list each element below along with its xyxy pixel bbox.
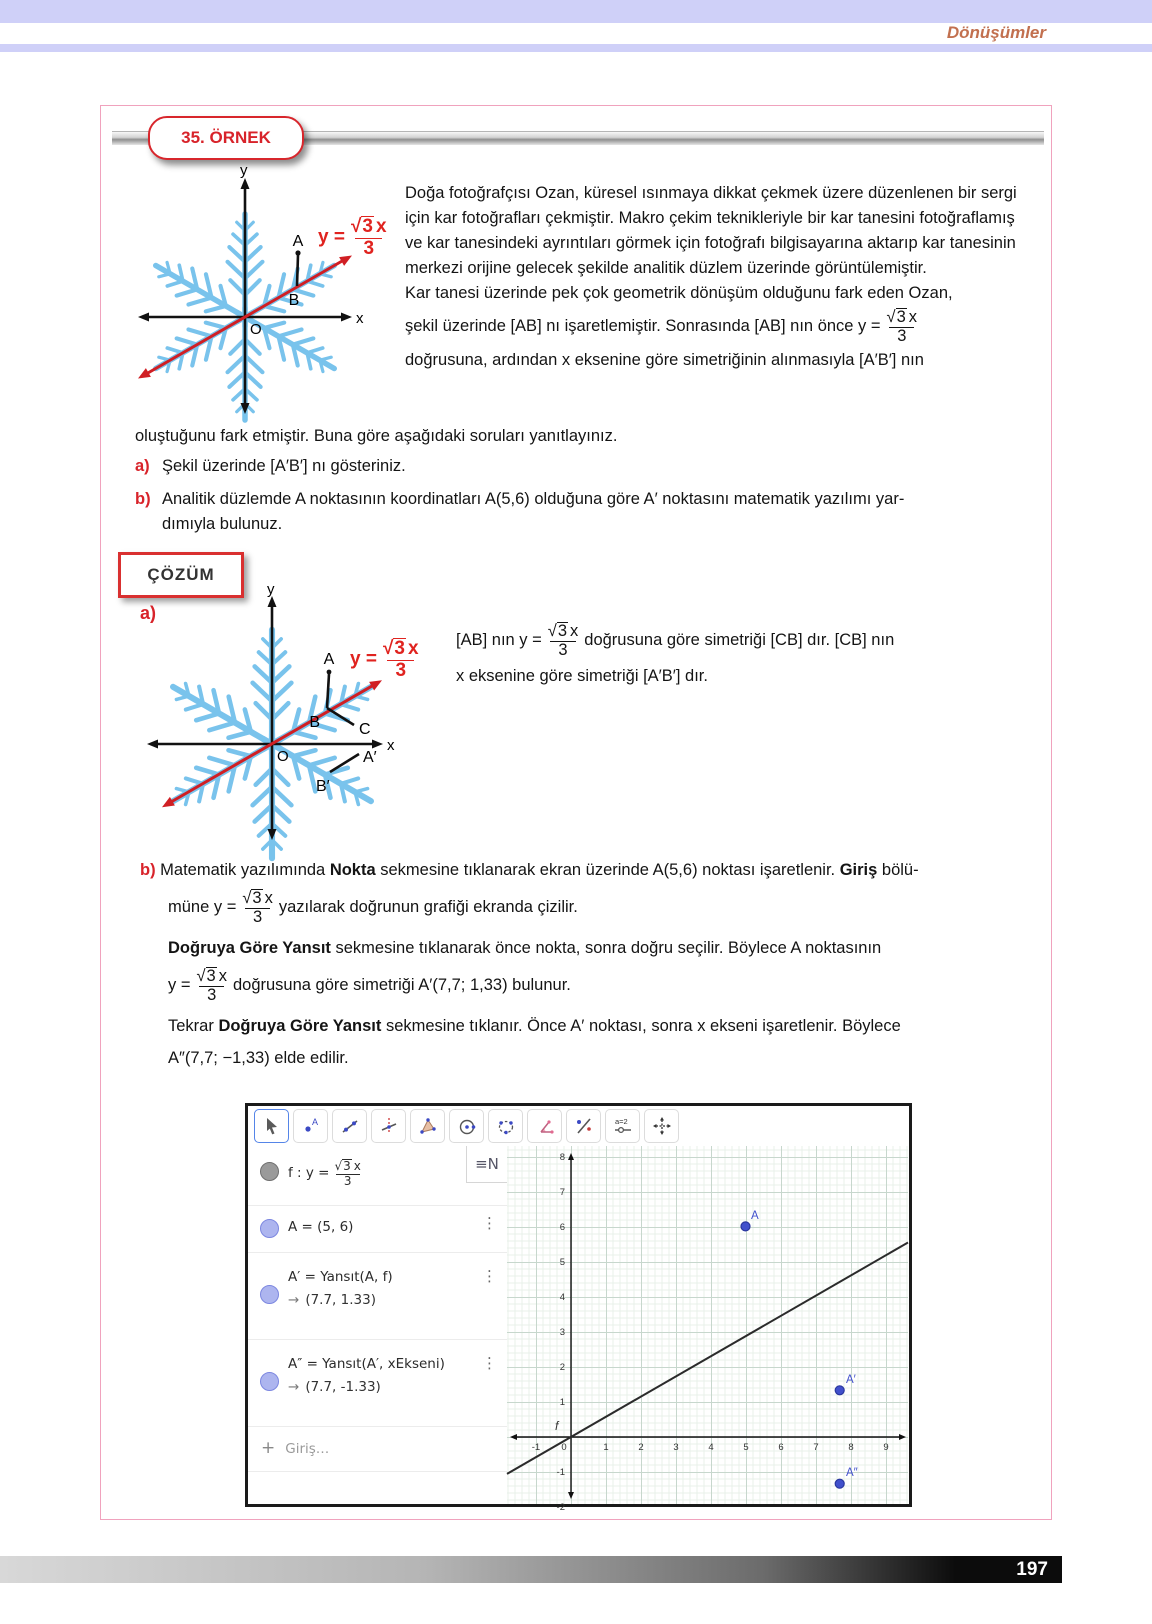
- problem-figure: [128, 162, 408, 427]
- solution-figure: [133, 582, 473, 852]
- label-A-prime: A′: [363, 749, 377, 766]
- point-A-prime-label: A′: [846, 1374, 856, 1386]
- polygon-icon: [418, 1116, 438, 1136]
- solution-b-line1: b) Matematik yazılımında Nokta sekmesine tıklanarak ekran üzerinde A(5,6) noktası işaretlenir. Giriş bölü-: [140, 861, 919, 879]
- function-definition: f : y = √ 3 x 3: [288, 1159, 361, 1188]
- chapter-title: Dönüşümler: [946, 23, 1046, 42]
- solution-b-text: [140, 858, 1045, 1071]
- paragraph-3: şekil üzerinde [AB] nı işaretlemiştir. Sonrasında [AB] nın önce y = √ 3 x 3: [405, 308, 918, 346]
- perpendicular-line-icon: [379, 1116, 399, 1136]
- label-O: O: [277, 748, 289, 765]
- header-band-top: [0, 0, 1152, 23]
- page-number: 197: [1016, 1559, 1048, 1580]
- move-graphics-view-icon: [652, 1116, 672, 1136]
- tool-point-button[interactable]: [293, 1109, 328, 1143]
- y-tick: 4: [559, 1292, 565, 1303]
- move-cursor-icon: [262, 1116, 282, 1136]
- visibility-toggle[interactable]: [260, 1372, 279, 1391]
- question-block: [135, 424, 1040, 537]
- paragraph-5: oluştuğunu fark etmiştir. Buna göre aşağıdaki soruları yanıtlayınız.: [135, 427, 618, 445]
- point-definition: A″ = Yansıt(A′, xEkseni) → (7.7, -1.33): [288, 1356, 445, 1395]
- visibility-toggle[interactable]: [260, 1219, 279, 1238]
- label-B-prime: B′: [316, 778, 330, 795]
- kebab-menu-icon[interactable]: ⋮: [482, 1214, 497, 1232]
- paragraph-2: Kar tanesi üzerinde pek çok geometrik dönüşüm olduğunu fark eden Ozan,: [405, 284, 953, 302]
- visibility-toggle[interactable]: [260, 1162, 279, 1181]
- x-tick: -1: [531, 1442, 541, 1453]
- plus-icon[interactable]: +: [261, 1438, 276, 1458]
- angle-icon: [535, 1116, 555, 1136]
- label-x: x: [356, 310, 364, 327]
- x-tick: 0: [561, 1442, 567, 1453]
- reflect-about-line-icon: [574, 1116, 594, 1136]
- header-band-bottom: [0, 44, 1152, 52]
- solution-a-label: a): [140, 603, 157, 623]
- solution-b-line3: Doğruya Göre Yansıt sekmesine tıklanarak önce nokta, sonra doğru seçilir. Böylece A noktasının: [168, 938, 882, 957]
- solution-b-line6: A″(7,7; −1,33) elde edilir.: [168, 1049, 349, 1068]
- y-tick: 6: [559, 1222, 565, 1233]
- x-tick: 8: [848, 1442, 854, 1453]
- point-A-dot: [295, 250, 300, 255]
- visibility-toggle[interactable]: [260, 1285, 279, 1304]
- tool-move-button[interactable]: [254, 1109, 289, 1143]
- tool-move-graphics-view-button[interactable]: [644, 1109, 679, 1143]
- point-definition: A′ = Yansıt(A, f) → (7.7, 1.33): [288, 1269, 393, 1308]
- algebra-input-placeholder[interactable]: Giriş…: [285, 1441, 330, 1457]
- line-icon: [340, 1116, 360, 1136]
- y-tick: -2: [556, 1502, 565, 1513]
- x-tick: 9: [883, 1442, 889, 1453]
- y-tick: 2: [559, 1362, 565, 1373]
- point-A-prime[interactable]: [835, 1386, 844, 1395]
- label-y: y: [240, 162, 248, 179]
- tool-angle-button[interactable]: [527, 1109, 562, 1143]
- y-tick: 7: [559, 1187, 565, 1198]
- point-A[interactable]: [741, 1222, 750, 1231]
- question-a: [135, 454, 1040, 479]
- solution-b-line5: Tekrar Doğruya Göre Yansıt sekmesine tıklanır. Önce A′ noktası, sonra x ekseni işaretlenir. Böylece: [168, 1017, 901, 1036]
- problem-text: [405, 181, 1027, 373]
- circle-center-point-icon: [457, 1116, 477, 1136]
- x-tick: 5: [743, 1442, 749, 1453]
- y-tick: 1: [559, 1397, 565, 1408]
- solution-b-line2: müne y = √ 3 x 3 yazılarak doğrunun grafiği ekranda çizilir.: [168, 889, 578, 927]
- algebra-row-A[interactable]: [248, 1206, 507, 1253]
- algebra-row-A-double-prime[interactable]: [248, 1340, 507, 1427]
- label-C: C: [359, 721, 371, 738]
- solution-a-text: [AB] nın y = √ 3 x 3 doğrusuna göre simetriği [CB] dır. [CB] nın x eksenine göre simetriği [A′B′] dır.: [456, 622, 895, 685]
- point-A-double-prime[interactable]: [835, 1479, 844, 1488]
- conic-icon: [496, 1116, 516, 1136]
- kebab-menu-icon[interactable]: ⋮: [482, 1267, 497, 1285]
- algebra-row-A-prime[interactable]: [248, 1253, 507, 1340]
- point-A-double-prime-label: A″: [846, 1467, 858, 1479]
- tool-conic-button[interactable]: [488, 1109, 523, 1143]
- y-tick: 3: [559, 1327, 565, 1338]
- svg-text:a=2: a=2: [614, 1117, 628, 1126]
- tool-perpendicular-line-button[interactable]: [371, 1109, 406, 1143]
- label-B: B: [309, 714, 320, 731]
- svg-text:A: A: [311, 1117, 318, 1127]
- y-tick: -1: [556, 1467, 565, 1478]
- tool-line-button[interactable]: [332, 1109, 367, 1143]
- tool-slider-button[interactable]: [605, 1109, 640, 1143]
- line-equation: y = √ 3 x 3: [318, 216, 387, 259]
- x-tick: 2: [638, 1442, 644, 1453]
- kebab-menu-icon[interactable]: ⋮: [482, 1354, 497, 1372]
- tool-circle-button[interactable]: [449, 1109, 484, 1143]
- label-B: B: [288, 292, 300, 309]
- label-A: A: [292, 233, 304, 250]
- geogebra-window: [245, 1103, 912, 1513]
- solution-b-line4: y = √ 3 x 3 doğrusuna göre simetriği A′(7,7; 1,33) bulunur.: [168, 966, 571, 1004]
- line-equation: y = √ 3 x 3: [350, 638, 419, 681]
- geogebra-toolbar: [248, 1106, 909, 1147]
- question-a-text: Şekil üzerinde [A′B′] nı gösteriniz.: [162, 457, 406, 475]
- x-tick: 1: [603, 1442, 609, 1453]
- example-badge: 35. ÖRNEK: [148, 116, 304, 160]
- tool-polygon-button[interactable]: [410, 1109, 445, 1143]
- page-number-bar: [0, 1556, 1062, 1583]
- algebra-input-row[interactable]: [248, 1427, 507, 1472]
- tool-reflect-about-line-button[interactable]: [566, 1109, 601, 1143]
- question-b-label: b): [135, 490, 151, 508]
- function-label: f: [555, 1419, 559, 1433]
- paragraph-1: Doğa fotoğrafçısı Ozan, küresel ısınmaya dikkat çekmek üzere düzenlenen bir sergi için kar fotoğrafları çekmiştir. Makro çekim teknikleriyle bir kar tanesini fotoğraflamış ve kar tanesindeki ayrıntıları görmek için fotoğrafı bilgisayarına aktarıp kar tanesinin merkezi orijine gelecek şekilde analitik düzlem üzerinde görüntülemiştir.: [405, 184, 1017, 277]
- point-definition: A = (5, 6): [288, 1219, 354, 1235]
- y-tick: 5: [559, 1257, 565, 1268]
- segment-AB: [297, 255, 298, 286]
- x-tick: 6: [778, 1442, 784, 1453]
- geogebra-algebra-panel: [248, 1146, 508, 1504]
- label-A: A: [323, 651, 335, 668]
- x-tick: 7: [813, 1442, 819, 1453]
- label-O: O: [250, 321, 262, 338]
- x-tick: 4: [708, 1442, 714, 1453]
- solution-badge: ÇÖZÜM: [118, 552, 244, 598]
- algebra-row-f[interactable]: [248, 1146, 507, 1206]
- graph-canvas: [507, 1146, 908, 1513]
- point-A-dot: [327, 670, 332, 675]
- math-keyboard-toggle-icon[interactable]: ≡N: [466, 1146, 507, 1183]
- point-icon: [301, 1116, 321, 1136]
- label-y: y: [267, 581, 275, 598]
- question-b: [135, 487, 1040, 537]
- x-tick: 3: [673, 1442, 679, 1453]
- label-x: x: [387, 737, 395, 754]
- paragraph-4: doğrusuna, ardından x eksenine göre simetriğinin alınmasıyla [A′B′] nın: [405, 350, 924, 369]
- slider-icon: [612, 1116, 634, 1136]
- geogebra-graphics-view[interactable]: [507, 1146, 909, 1513]
- point-A-label: A: [751, 1210, 759, 1222]
- question-a-label: a): [135, 457, 150, 475]
- question-b-text: Analitik düzlemde A noktasının koordinatları A(5,6) olduğuna göre A′ noktasını matematik yazılımı yar- dımıyla bulunuz.: [162, 490, 905, 533]
- y-tick: 8: [559, 1152, 565, 1163]
